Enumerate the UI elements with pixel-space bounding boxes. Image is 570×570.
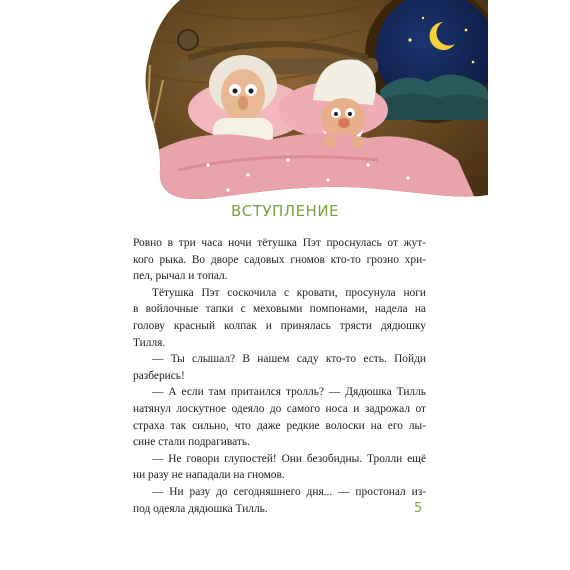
paragraph [133,484,426,517]
paragraph [133,384,426,450]
chapter-illustration [118,0,488,205]
text-line: Тилля. [133,336,166,349]
text-line: — Не говори глупостей! Они безобидны. Тролли ещё [152,452,426,465]
text-line: ни разу не нападали на гномов. [133,469,285,482]
text-line: кого рыка. Во дворе садовых гномов кто-то грозно хри- [133,253,426,266]
text-line: разберись! [133,369,185,382]
bedroom-scene-illustration [118,0,488,205]
chapter-title: ВСТУПЛЕНИЕ [230,202,340,220]
paragraph [133,285,426,351]
text-line: в войлочные тапки с меховыми помпонами, надела на [133,303,426,316]
text-line: страха так сильно, что даже редкие волоски на его лы- [133,419,426,432]
paragraph [133,451,426,484]
text-line: Ровно в три часа ночи тётушка Пэт проснулась от жут- [133,237,426,249]
text-line: голову красный колпак и принялась трясти дядюшку [133,319,426,332]
paragraph [133,235,426,285]
text-line: сине стали подрагивать. [133,436,250,449]
story-text [133,235,426,517]
text-line: натянул лоскутное одеяло до самого носа и задрожал от [133,402,426,415]
page-number: 5 [414,501,423,516]
text-line: — Ты слышал? В нашем саду кто-то есть. Пойди [152,353,426,366]
text-line: под одеяла дядюшка Тилль. [133,502,268,515]
paragraph [133,351,426,384]
text-line: — А если там притаился тролль? — Дядюшка Тилль [152,386,426,399]
text-line: Тётушка Пэт соскочила с кровати, просунула ноги [152,286,426,299]
text-line: — Ни разу до сегодняшнего дня... — простонал из- [152,485,426,498]
text-line: пел, рычал и топал. [133,270,228,283]
